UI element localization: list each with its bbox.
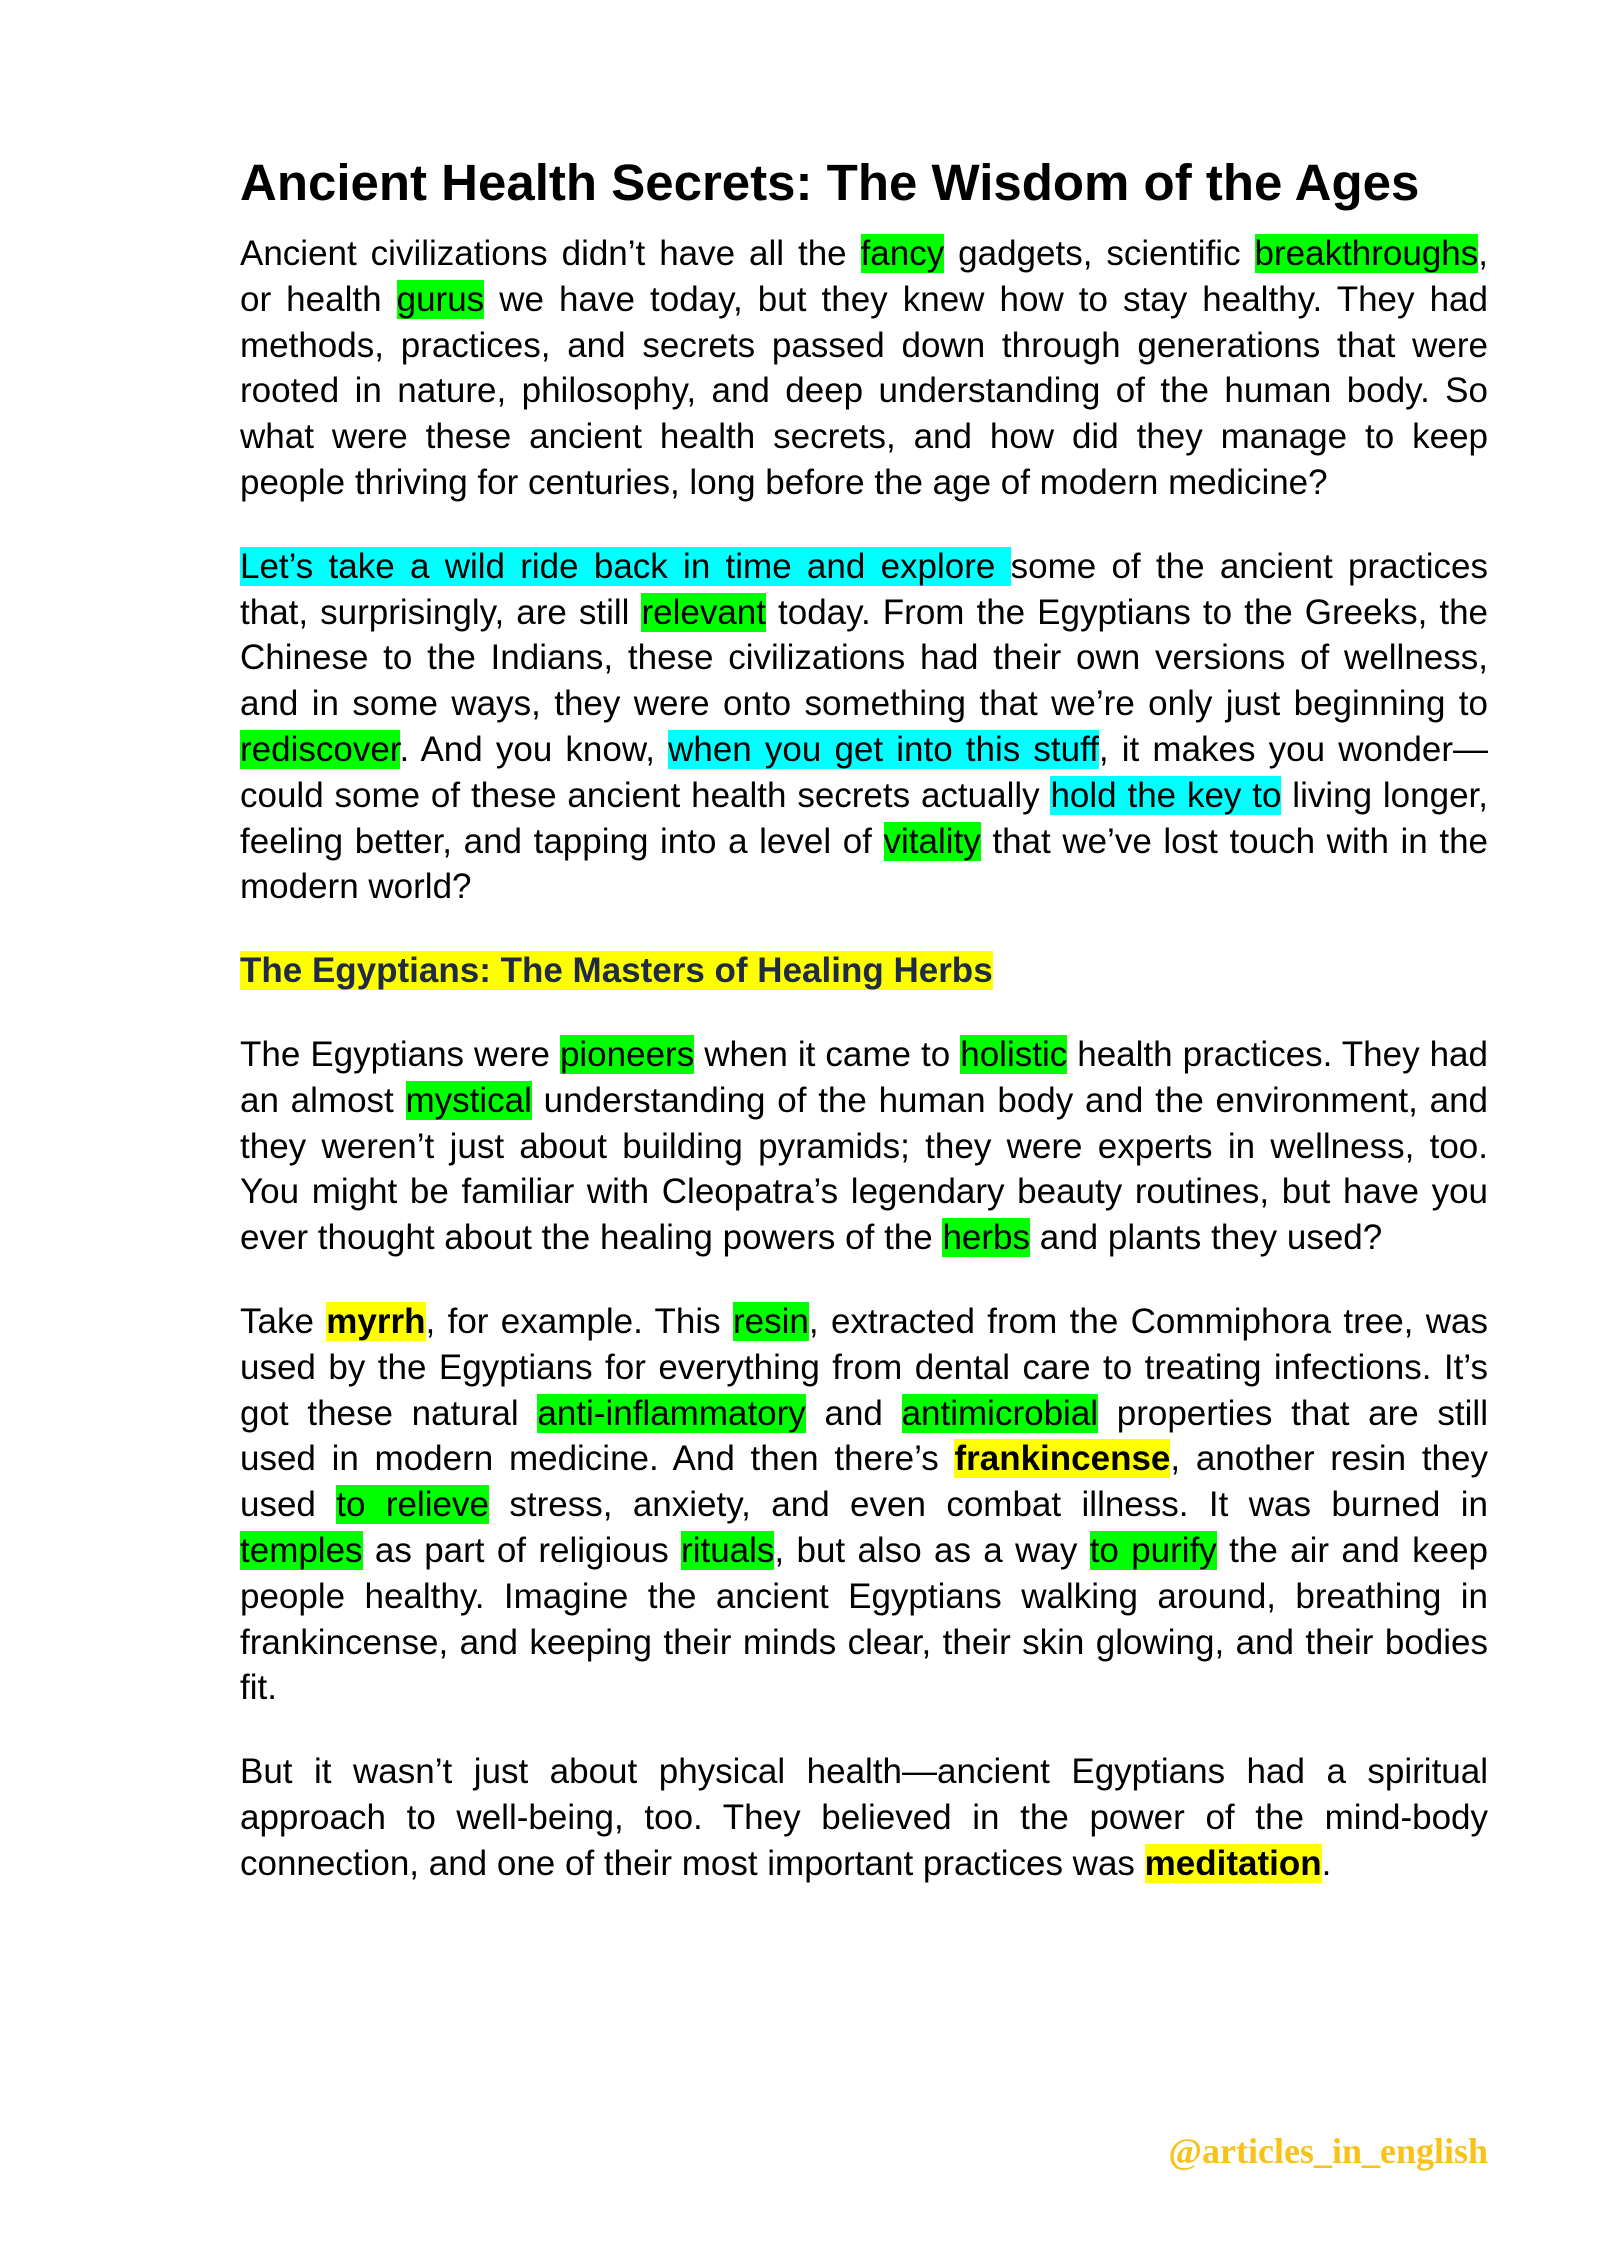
section-heading-text: The Egyptians: The Masters of Healing Herbs: [240, 951, 993, 991]
highlighted-phrase: anti-inflammatory: [537, 1393, 806, 1433]
highlighted-phrase: Let’s take a wild ride back in time and explore: [240, 546, 1011, 586]
highlighted-phrase: resin: [733, 1301, 809, 1341]
highlighted-phrase: frankincense: [954, 1439, 1171, 1479]
author-handle: @articles_in_english: [1168, 2131, 1488, 2171]
highlighted-phrase: temples: [240, 1530, 363, 1570]
highlighted-phrase: pioneers: [559, 1034, 695, 1074]
highlighted-phrase: rediscover: [240, 729, 400, 769]
paragraph-practices: Let’s take a wild ride back in time and explore some of the ancient practices that, surprisingly, are still relevant today. From the Egyptians to the Greeks, the Chinese to the Indians, these civilizations had their own versions of wellness, and in some ways, they were onto something that we’re only just beginning to rediscover. And you know, when you get into this stuff, it makes you wonder—could some of these ancient health secrets actually hold the key to living longer, feeling better, and tapping into a level of vitality that we’ve lost touch with in the modern world?: [240, 546, 1489, 907]
highlighted-phrase: when you get into this stuff: [668, 729, 1099, 769]
paragraph-egyptians: The Egyptians were pioneers when it came to holistic health practices. They had an almost mystical understanding of the human body and the environment, and they weren’t just about building pyramids; they were experts in wellness, too. You might be familiar with Cleopatra’s legendary beauty routines, but have you ever thought about the healing powers of the herbs and plants they used?: [240, 1034, 1489, 1258]
highlighted-phrase: meditation: [1144, 1843, 1322, 1883]
article: [240, 148, 1488, 1887]
highlighted-phrase: gurus: [396, 279, 485, 319]
highlighted-phrase: herbs: [942, 1218, 1031, 1258]
highlighted-phrase: breakthroughs: [1254, 234, 1479, 273]
paragraph-myrrh: Take myrrh, for example. This resin, extracted from the Commiphora tree, was used by the Egyptians for everything from dental care to treating infections. It’s got these natural anti-inflammatory and antimicrobial properties that are still used in modern medicine. And then there’s frankincense, another resin they used to relieve stress, anxiety, and even combat illness. It was burned in temples as part of religious rituals, but also as a way to purify the air and keep people healthy. Imagine the ancient Egyptians walking around, breathing in frankincense, and keeping their minds clear, their skin glowing, and their bodies fit.: [240, 1301, 1488, 1708]
highlighted-phrase: holistic: [960, 1034, 1068, 1074]
highlighted-phrase: to purify: [1089, 1530, 1217, 1570]
highlighted-phrase: antimicrobial: [901, 1393, 1099, 1433]
highlighted-phrase: rituals: [681, 1530, 775, 1570]
section-heading: [240, 948, 1488, 994]
highlighted-phrase: myrrh: [326, 1301, 426, 1341]
paragraph-meditation: But it wasn’t just about physical health—ancient Egyptians had a spiritual approach to well-being, too. They believed in the power of the mind-body connection, and one of their most important practices was meditation.: [240, 1752, 1488, 1883]
highlighted-phrase: vitality: [883, 821, 981, 861]
highlighted-phrase: relevant: [641, 592, 766, 632]
highlighted-phrase: hold the key to: [1050, 775, 1282, 815]
page-title: Ancient Health Secrets: The Wisdom of the Ages: [240, 154, 1420, 211]
highlighted-phrase: mystical: [405, 1080, 532, 1120]
highlighted-phrase: to relieve: [336, 1485, 489, 1525]
highlighted-phrase: fancy: [860, 234, 945, 273]
paragraph-intro: Ancient civilizations didn’t have all the fancy gadgets, scientific breakthroughs, or health gurus we have today, but they knew how to stay healthy. They had methods, practices, and secrets passed down through generations that were rooted in nature, philosophy, and deep understanding of the human body. So what were these ancient health secrets, and how did they manage to keep people thriving for centuries, long before the age of modern medicine?: [240, 234, 1489, 502]
